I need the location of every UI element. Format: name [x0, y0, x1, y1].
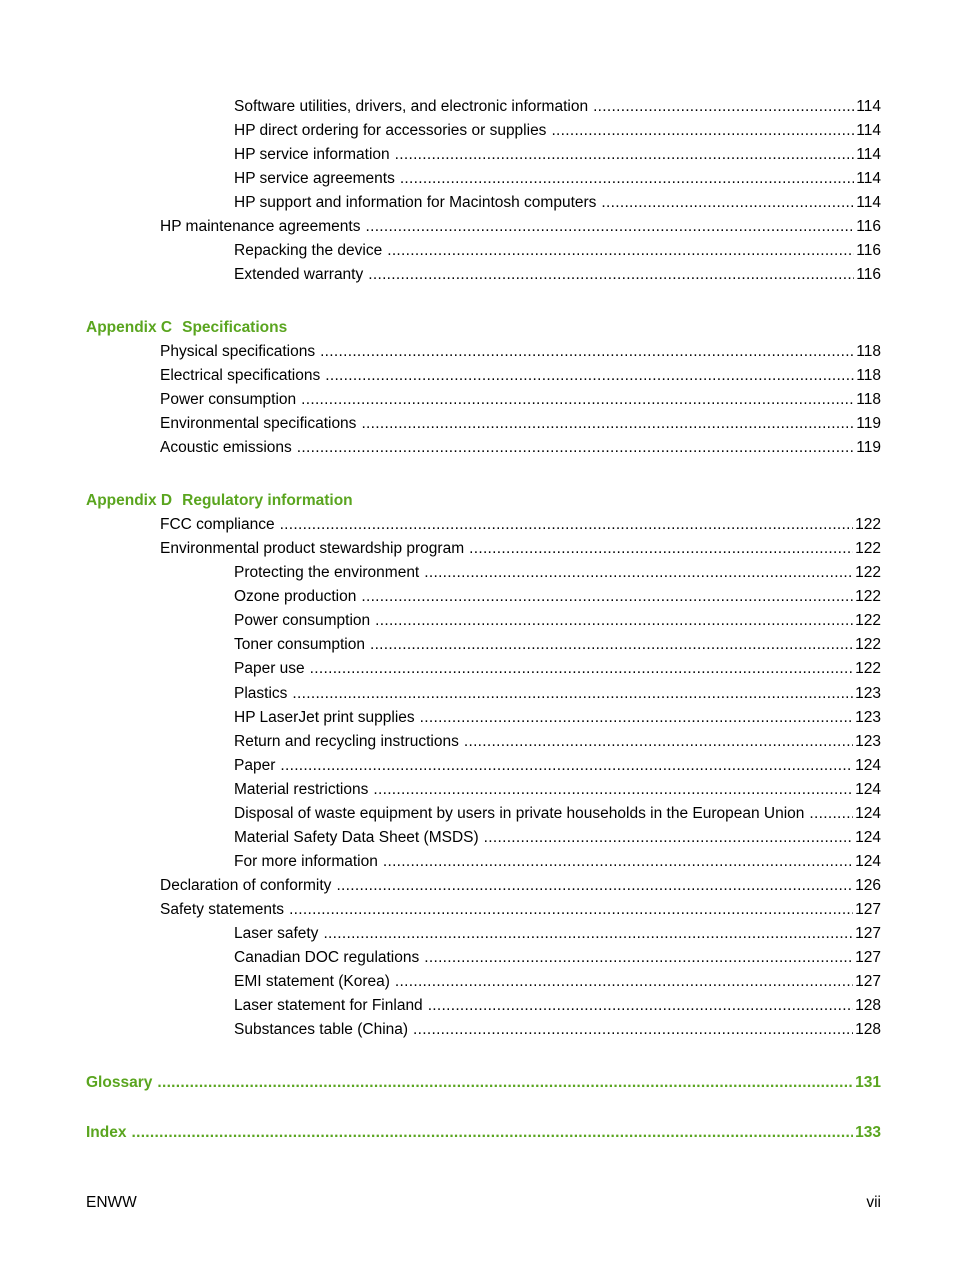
- dot-leader: [361, 414, 854, 434]
- toc-entry-title: Declaration of conformity: [160, 877, 332, 894]
- toc-entry-title: HP direct ordering for accessories or supplies: [234, 122, 547, 139]
- dot-leader: [320, 342, 854, 362]
- toc-entry-title: Power consumption: [234, 612, 371, 629]
- toc-entry-page: 119: [856, 415, 881, 432]
- dot-leader: [365, 217, 854, 237]
- toc-entry-page: 114: [856, 98, 881, 115]
- toc-entry[interactable]: [234, 970, 881, 992]
- dot-leader: [424, 563, 853, 583]
- toc-entry[interactable]: [234, 657, 881, 679]
- dot-leader: [400, 169, 854, 189]
- toc-entry[interactable]: [234, 119, 881, 141]
- toc-entry-page: 122: [855, 612, 881, 629]
- toc-entry[interactable]: [160, 215, 881, 237]
- toc-entry[interactable]: [160, 364, 881, 386]
- toc-entry[interactable]: [234, 826, 881, 848]
- dot-leader: [336, 876, 853, 896]
- toc-entry[interactable]: [234, 1018, 881, 1040]
- dot-leader: [551, 121, 854, 141]
- toc-entry[interactable]: [234, 730, 881, 752]
- toc-entry-page: 116: [856, 218, 881, 235]
- toc-entry-page: 118: [856, 367, 881, 384]
- toc-entry-page: 131: [855, 1074, 881, 1091]
- toc-entry-page: 124: [855, 829, 881, 846]
- dot-leader: [325, 366, 854, 386]
- dot-leader: [157, 1073, 853, 1093]
- toc-entry[interactable]: [234, 754, 881, 776]
- dot-leader: [280, 756, 853, 776]
- toc-entry-title: Glossary: [86, 1074, 153, 1091]
- toc-entry-title: HP support and information for Macintosh computers: [234, 194, 597, 211]
- dot-leader: [301, 390, 854, 410]
- toc-entry[interactable]: [160, 537, 881, 559]
- toc-entry-title: Ozone production: [234, 588, 357, 605]
- appendix-d-heading[interactable]: [86, 491, 353, 511]
- appendix-c-heading[interactable]: [86, 318, 287, 338]
- toc-entry-page: 126: [855, 877, 881, 894]
- toc-entry[interactable]: [234, 561, 881, 583]
- toc-entry-title: Software utilities, drivers, and electronic information: [234, 98, 589, 115]
- toc-entry-title: Material restrictions: [234, 781, 369, 798]
- toc-entry-page: 124: [855, 805, 881, 822]
- toc-entry[interactable]: [234, 802, 881, 824]
- toc-entry-title: Canadian DOC regulations: [234, 949, 420, 966]
- toc-entry[interactable]: [234, 778, 881, 800]
- toc-entry-title: Safety statements: [160, 901, 285, 918]
- toc-entry-page: 127: [855, 925, 881, 942]
- toc-entry-title: Laser statement for Finland: [234, 997, 423, 1014]
- appendix-title: Regulatory information: [182, 492, 353, 509]
- toc-entry[interactable]: [160, 513, 881, 535]
- toc-entry-title: Disposal of waste equipment by users in private households in the European Union: [234, 805, 805, 822]
- toc-entry[interactable]: [234, 609, 881, 631]
- toc-entry-page: 118: [856, 343, 881, 360]
- toc-entry-title: HP maintenance agreements: [160, 218, 361, 235]
- toc-entry-page: 122: [855, 516, 881, 533]
- toc-entry-title: Protecting the environment: [234, 564, 420, 581]
- dot-leader: [373, 780, 853, 800]
- toc-entry-title: Repacking the device: [234, 242, 383, 259]
- footer-page-number: vii: [866, 1194, 881, 1211]
- toc-entry-title: FCC compliance: [160, 516, 275, 533]
- toc-entry-title: HP service agreements: [234, 170, 395, 187]
- dot-leader: [469, 539, 853, 559]
- toc-entry-title: Acoustic emissions: [160, 439, 292, 456]
- toc-entry[interactable]: [234, 95, 881, 117]
- dot-leader: [323, 924, 853, 944]
- dot-leader: [383, 852, 853, 872]
- toc-entry-page: 114: [856, 122, 881, 139]
- toc-entry-title: Power consumption: [160, 391, 297, 408]
- toc-entry[interactable]: [234, 167, 881, 189]
- toc-entry[interactable]: [160, 388, 881, 410]
- toc-entry[interactable]: [234, 994, 881, 1016]
- toc-entry-page: 118: [856, 391, 881, 408]
- appendix-label: Appendix D: [86, 492, 173, 509]
- toc-entry-page: 114: [856, 194, 881, 211]
- toc-entry[interactable]: [234, 585, 881, 607]
- toc-entry-page: 114: [856, 146, 881, 163]
- toc-entry-page: 127: [855, 901, 881, 918]
- toc-entry-title: Return and recycling instructions: [234, 733, 459, 750]
- toc-entry-title: Electrical specifications: [160, 367, 321, 384]
- toc-entry-title: EMI statement (Korea): [234, 973, 390, 990]
- toc-entry-page: 133: [855, 1124, 881, 1141]
- dot-leader: [420, 708, 853, 728]
- toc-entry-page: 122: [855, 564, 881, 581]
- toc-entry-page: 128: [855, 1021, 881, 1038]
- dot-leader: [375, 611, 853, 631]
- dot-leader: [593, 97, 854, 117]
- appendix-label: Appendix C: [86, 319, 173, 336]
- toc-entry[interactable]: [160, 436, 881, 458]
- toc-entry-page: 122: [855, 540, 881, 557]
- dot-leader: [368, 265, 854, 285]
- toc-entry-page: 122: [855, 636, 881, 653]
- toc-entry[interactable]: [160, 898, 881, 920]
- dot-leader: [424, 948, 853, 968]
- toc-entry-title: Plastics: [234, 685, 288, 702]
- toc-entry[interactable]: [234, 633, 881, 655]
- dot-leader: [361, 587, 853, 607]
- toc-entry-glossary[interactable]: [86, 1071, 881, 1093]
- toc-entry-title: Substances table (China): [234, 1021, 409, 1038]
- toc-entry[interactable]: [234, 191, 881, 213]
- toc-entry-page: 127: [855, 949, 881, 966]
- dot-leader: [428, 996, 853, 1016]
- toc-entry[interactable]: [234, 706, 881, 728]
- dot-leader: [413, 1020, 853, 1040]
- dot-leader: [601, 193, 854, 213]
- dot-leader: [370, 635, 853, 655]
- toc-entry-title: Paper: [234, 757, 276, 774]
- footer-left-label: ENWW: [86, 1194, 137, 1211]
- toc-entry-page: 116: [856, 242, 881, 259]
- toc-entry[interactable]: [234, 922, 881, 944]
- toc-entry-page: 122: [855, 588, 881, 605]
- appendix-title: Specifications: [182, 319, 288, 336]
- toc-entry-page: 119: [856, 439, 881, 456]
- toc-entry-page: 123: [855, 685, 881, 702]
- dot-leader: [280, 515, 854, 535]
- dot-leader: [395, 972, 853, 992]
- toc-entry[interactable]: [234, 143, 881, 165]
- toc-entry[interactable]: [234, 239, 881, 261]
- toc-entry-page: 122: [855, 660, 881, 677]
- toc-entry-page: 114: [856, 170, 881, 187]
- toc-entry-title: Physical specifications: [160, 343, 316, 360]
- toc-entry[interactable]: [160, 412, 881, 434]
- toc-entry[interactable]: [234, 946, 881, 968]
- toc-entry-title: Index: [86, 1124, 127, 1141]
- toc-entry-title: Environmental product stewardship program: [160, 540, 465, 557]
- toc-entry-page: 127: [855, 973, 881, 990]
- toc-entry-page: 124: [855, 757, 881, 774]
- toc-entry-page: 116: [856, 266, 881, 283]
- toc-entry-title: For more information: [234, 853, 378, 870]
- toc-entry-page: 123: [855, 733, 881, 750]
- dot-leader: [387, 241, 854, 261]
- toc-entry-title: Environmental specifications: [160, 415, 357, 432]
- toc-entry-title: HP service information: [234, 146, 390, 163]
- toc-entry-title: Extended warranty: [234, 266, 364, 283]
- toc-entry-page: 123: [855, 709, 881, 726]
- toc-entry[interactable]: [234, 850, 881, 872]
- dot-leader: [289, 900, 853, 920]
- toc-entry[interactable]: [234, 263, 881, 285]
- toc-entry-title: Toner consumption: [234, 636, 365, 653]
- toc-entry-title: HP LaserJet print supplies: [234, 709, 415, 726]
- toc-entry[interactable]: [234, 682, 881, 704]
- toc-entry-page: 124: [855, 853, 881, 870]
- toc-entry[interactable]: [160, 874, 881, 896]
- toc-entry-title: Paper use: [234, 660, 305, 677]
- dot-leader: [809, 804, 853, 824]
- dot-leader: [292, 684, 853, 704]
- dot-leader: [395, 145, 855, 165]
- dot-leader: [310, 659, 853, 679]
- dot-leader: [297, 438, 854, 458]
- toc-entry-page: 128: [855, 997, 881, 1014]
- dot-leader: [484, 828, 853, 848]
- toc-entry-title: Material Safety Data Sheet (MSDS): [234, 829, 479, 846]
- toc-entry[interactable]: [160, 340, 881, 362]
- dot-leader: [131, 1123, 853, 1143]
- dot-leader: [464, 732, 853, 752]
- toc-entry-page: 124: [855, 781, 881, 798]
- toc-entry-title: Laser safety: [234, 925, 319, 942]
- toc-entry-index[interactable]: [86, 1121, 881, 1143]
